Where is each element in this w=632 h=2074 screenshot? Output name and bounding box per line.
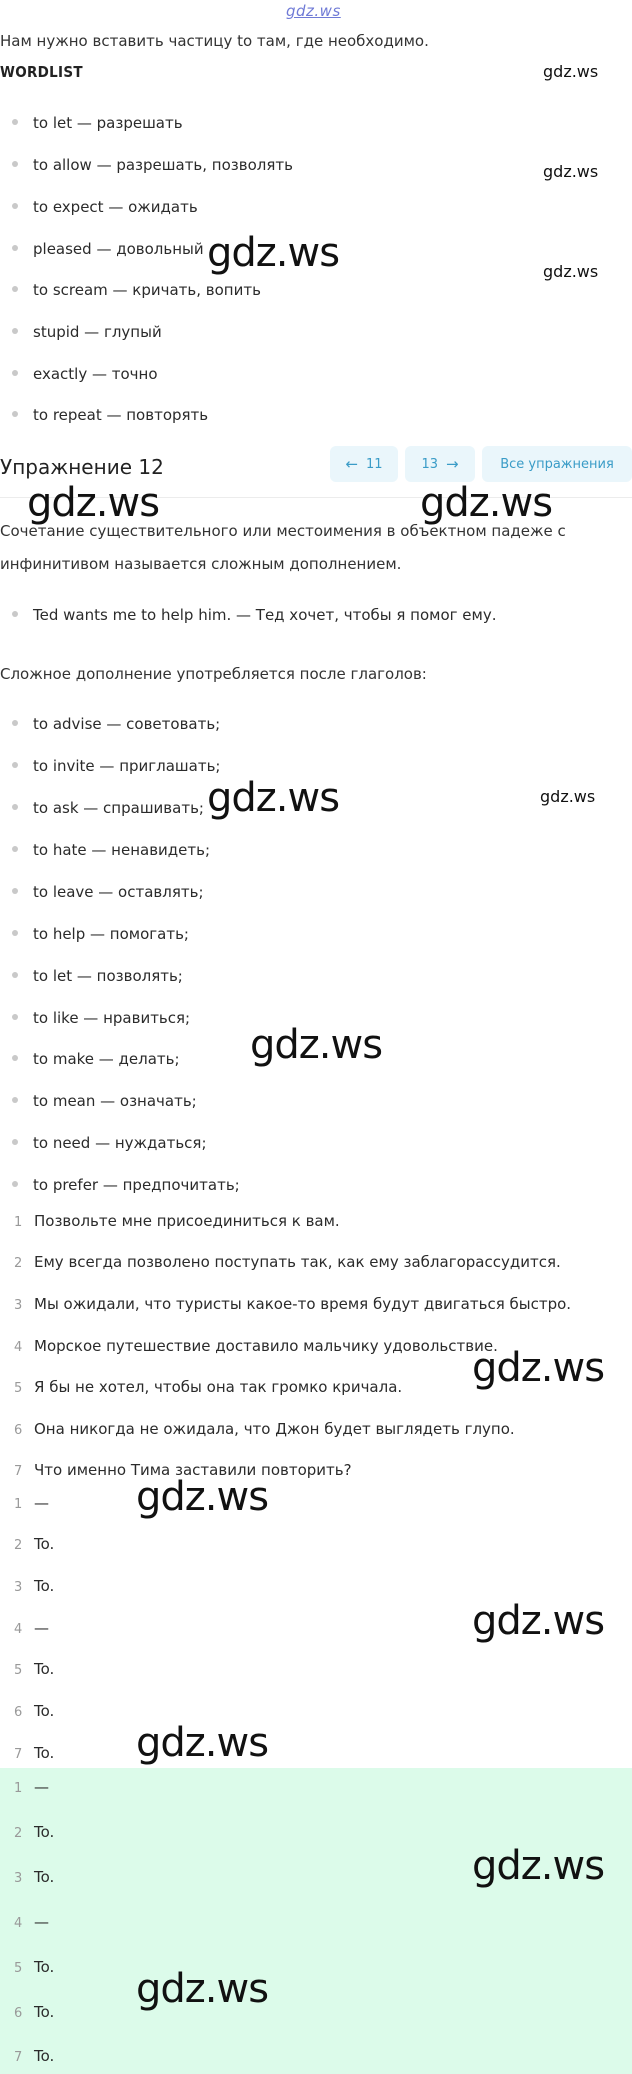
verb-item [12,967,183,985]
item-number: 3 [14,1298,23,1313]
bullet-icon [12,762,18,768]
answer-item [14,1913,49,1931]
watermark: gdz.ws [472,1843,605,1889]
sentence-text: Морское путешествие доставило мальчику удовольствие. [34,1337,498,1355]
item-number: 1 [14,1215,23,1230]
prev-exercise-label: 11 [366,456,383,472]
wordlist-item-text: to let — разрешать [33,114,183,132]
item-number: 7 [14,1464,23,1479]
item-number: 7 [14,1747,23,1762]
item-number: 5 [14,1381,23,1396]
theory-paragraph-line: Сочетание существительного или местоимения в объектном падеже с [0,522,566,540]
verb-text: to prefer — предпочитать; [33,1176,240,1194]
verb-text: to leave — оставлять; [33,883,204,901]
verb-text: to ask — спрашивать; [33,799,204,817]
example-text: Ted wants me to help him. — Тед хочет, чтобы я помог ему. [33,606,497,624]
sentence-item [14,1378,402,1396]
verb-text: to need — нуждаться; [33,1134,207,1152]
watermark: gdz.ws [136,1720,269,1766]
wordlist-item-text: to scream — кричать, вопить [33,281,261,299]
bullet-icon [12,411,18,417]
item-number: 7 [14,2050,23,2065]
verb-item [12,715,220,733]
bullet-icon [12,286,18,292]
bullet-icon [12,972,18,978]
wordlist-item [12,156,293,174]
item-number: 6 [14,2006,23,2021]
sentence-text: Она никогда не ожидала, что Джон будет выглядеть глупо. [34,1420,515,1438]
answer-block [0,1768,632,2074]
verb-item [12,1050,180,1068]
verb-text: to make — делать; [33,1050,180,1068]
verb-item [12,883,204,901]
watermark: gdz.ws [543,62,599,81]
answer-item [14,1744,54,1762]
item-number: 4 [14,1340,23,1355]
wordlist-item [12,281,261,299]
watermark: gdz.ws [27,480,160,526]
sentence-text: Я бы не хотел, чтобы она так громко кричала. [34,1378,403,1396]
answer-text: To. [34,1744,55,1762]
item-number: 6 [14,1423,23,1438]
wordlist-item-text: stupid — глупый [33,323,162,341]
prev-exercise-button[interactable] [330,446,398,482]
intro-text: Нам нужно вставить частицу to там, где необходимо. [0,32,429,50]
verb-text: to let — позволять; [33,967,183,985]
wordlist-item-text: to expect — ожидать [33,198,198,216]
watermark: gdz.ws [543,262,599,281]
verb-item [12,1009,190,1027]
watermark: gdz.ws [472,1345,605,1391]
verb-item [12,799,204,817]
watermark: gdz.ws [472,1598,605,1644]
answer-text: To. [34,2003,55,2021]
watermark: gdz.ws [136,1474,269,1520]
verb-text: to hate — ненавидеть; [33,841,211,859]
bullet-icon [12,1097,18,1103]
answer-text: To. [34,1823,55,1841]
watermark: gdz.ws [136,1966,269,2012]
bullet-icon [12,804,18,810]
wordlist-item [12,114,183,132]
watermark: gdz.ws [207,230,340,276]
sentence-text: Ему всегда позволено поступать так, как ему заблагорассудится. [34,1253,561,1271]
item-number: 2 [14,1538,23,1553]
wordlist-item [12,198,198,216]
bullet-icon [12,846,18,852]
verb-text: to advise — советовать; [33,715,221,733]
watermark: gdz.ws [207,775,340,821]
item-number: 4 [14,1916,23,1931]
arrow-left-icon: ← [345,455,359,473]
wordlist-title: WORDLIST [0,63,83,81]
item-number: 5 [14,1663,23,1678]
next-exercise-label: 13 [421,456,438,472]
answer-text: To. [34,1868,55,1886]
answer-text: — [34,1494,49,1512]
bullet-icon [12,1139,18,1145]
sentence-item [14,1212,340,1230]
answer-text: To. [34,1660,55,1678]
wordlist-item-text: exactly — точно [33,365,158,383]
verb-text: to like — нравиться; [33,1009,191,1027]
sentence-text: Что именно Тима заставили повторить? [34,1461,352,1479]
answer-item [14,2003,54,2021]
answer-text: To. [34,1535,55,1553]
watermark: gdz.ws [543,162,599,181]
all-exercises-label: Все упражнения [500,456,614,472]
exercise-title: Упражнение 12 [0,455,164,479]
wordlist-item [12,365,158,383]
next-exercise-button[interactable] [405,446,475,482]
item-number: 6 [14,1705,23,1720]
verb-item [12,1092,197,1110]
wordlist-item-text: to allow — разрешать, позволять [33,156,293,174]
bullet-icon [12,720,18,726]
item-number: 1 [14,1497,23,1512]
item-number: 3 [14,1580,23,1595]
answer-text: — [34,1619,49,1637]
bullet-icon [12,161,18,167]
item-number: 1 [14,1781,23,1796]
wordlist-item-text: to repeat — повторять [33,406,209,424]
wordlist-item [12,240,204,258]
sentence-text: Позвольте мне присоединиться к вам. [34,1212,340,1230]
bullet-icon [12,1014,18,1020]
bullet-icon [12,611,18,617]
answer-item [14,1702,54,1720]
answer-item [14,1577,54,1595]
answer-item [14,1868,54,1886]
sentence-text: Мы ожидали, что туристы какое-то время будут двигаться быстро. [34,1295,572,1313]
answer-item [14,1958,54,1976]
answer-text: — [34,1913,49,1931]
bullet-icon [12,1181,18,1187]
answer-item [14,1660,54,1678]
sentence-item [14,1337,498,1355]
wordlist-item-text: pleased — довольный [33,240,204,258]
wordlist-item [12,406,208,424]
verb-item [12,1134,207,1152]
answer-text: To. [34,1577,55,1595]
bullet-icon [12,328,18,334]
theory-paragraph: Сложное дополнение употребляется после глаголов: [0,665,427,683]
answer-item [14,1535,54,1553]
site-logo[interactable]: gdz.ws [286,2,341,20]
verb-text: to invite — приглашать; [33,757,221,775]
watermark: gdz.ws [250,1022,383,1068]
answer-item [14,1619,49,1637]
sentence-item [14,1295,571,1313]
bullet-icon [12,1055,18,1061]
answer-item [14,2047,54,2065]
verb-item [12,841,210,859]
bullet-icon [12,930,18,936]
sentence-item [14,1420,515,1438]
answer-text: — [34,1778,49,1796]
bullet-icon [12,888,18,894]
answer-item [14,1494,49,1512]
arrow-right-icon: → [445,455,459,473]
verb-item [12,1176,240,1194]
item-number: 2 [14,1826,23,1841]
sentence-item [14,1253,561,1271]
answer-item [14,1778,49,1796]
bullet-icon [12,245,18,251]
all-exercises-button[interactable] [482,446,632,482]
verb-text: to mean — означать; [33,1092,197,1110]
watermark: gdz.ws [420,480,553,526]
item-number: 2 [14,1256,23,1271]
theory-paragraph-line: инфинитивом называется сложным дополнением. [0,555,402,573]
wordlist-item [12,323,162,341]
answer-text: To. [34,1702,55,1720]
item-number: 3 [14,1871,23,1886]
bullet-icon [12,370,18,376]
item-number: 4 [14,1622,23,1637]
answer-text: To. [34,1958,55,1976]
watermark: gdz.ws [540,787,596,806]
answer-text: To. [34,2047,55,2065]
verb-item [12,925,189,943]
example-item [12,606,496,624]
bullet-icon [12,203,18,209]
bullet-icon [12,119,18,125]
verb-text: to help — помогать; [33,925,189,943]
answer-item [14,1823,54,1841]
verb-item [12,757,220,775]
item-number: 5 [14,1961,23,1976]
